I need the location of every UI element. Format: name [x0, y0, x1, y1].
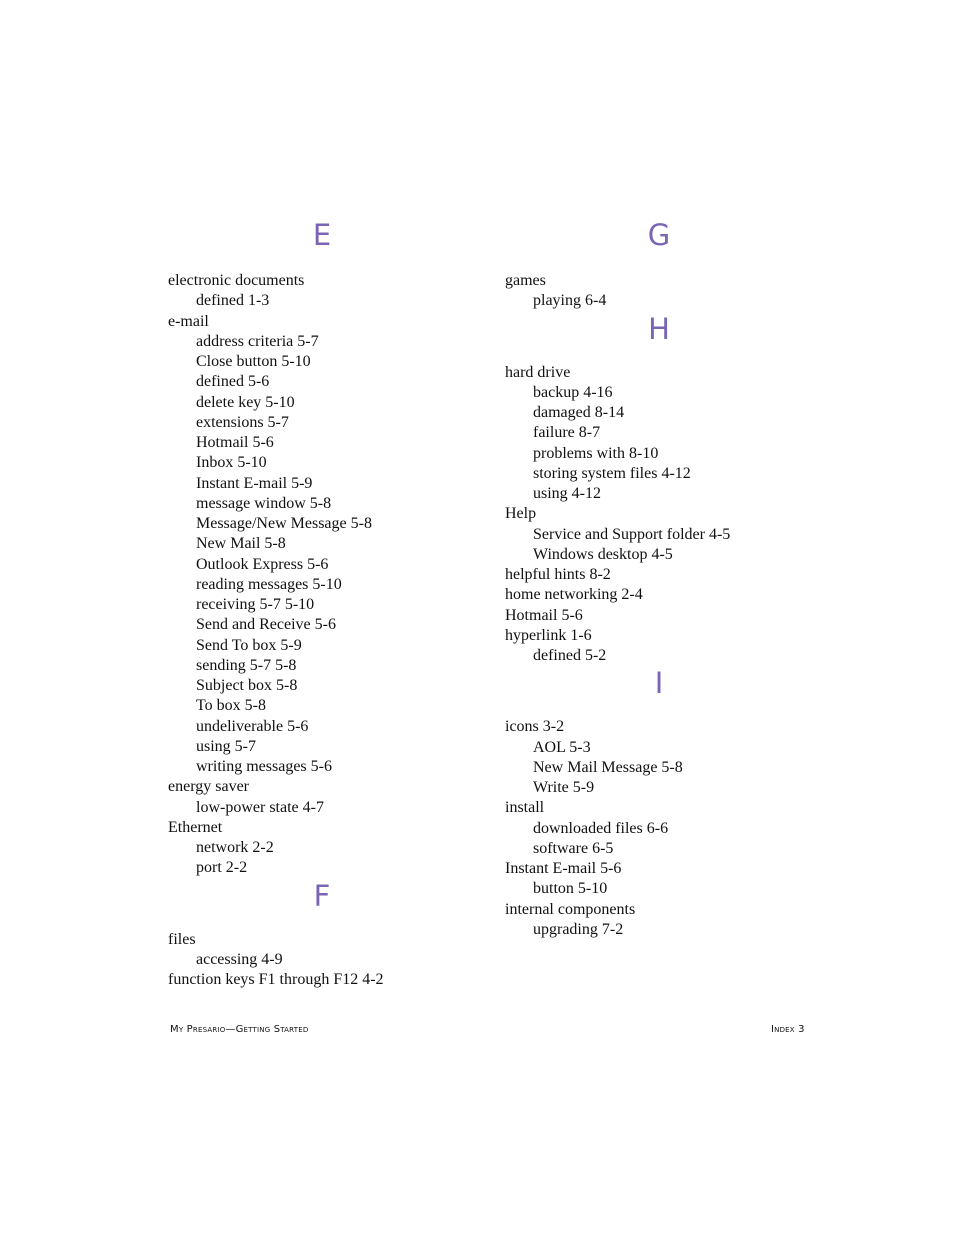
index-entry: files	[168, 930, 196, 948]
index-entry: Instant E-mail 5-6	[505, 860, 622, 877]
index-subentry: message window 5-8	[196, 494, 332, 512]
index-letter-heading: H	[648, 311, 670, 346]
index-subentry: button 5-10	[533, 880, 608, 898]
index-entry: hyperlink 1-6	[505, 626, 592, 644]
index-subentry: Subject box 5-8	[196, 677, 298, 694]
index-subentry: To box 5-8	[196, 697, 266, 715]
index-subentry: Message/New Message 5-8	[196, 515, 372, 532]
index-entry: function keys F1 through F12 4-2	[168, 971, 384, 988]
index-subentry: accessing 4-9	[196, 950, 283, 968]
index-subentry: Hotmail 5-6	[196, 434, 274, 451]
index-subentry: Windows desktop 4-5	[533, 545, 673, 563]
index-entry: hard drive	[505, 363, 571, 381]
index-entry: Hotmail 5-6	[505, 606, 583, 624]
index-subentry: Send and Receive 5-6	[196, 616, 336, 634]
index-subentry: storing system files 4-12	[533, 464, 691, 482]
index-entry: energy saver	[168, 778, 249, 796]
index-subentry: using 4-12	[533, 485, 601, 502]
index-subentry: defined 1-3	[196, 292, 270, 310]
index-subentry: reading messages 5-10	[196, 575, 342, 593]
index-subentry: upgrading 7-2	[533, 920, 624, 938]
index-subentry: backup 4-16	[533, 383, 613, 401]
index-subentry: address criteria 5-7	[196, 332, 319, 350]
index-subentry: Inbox 5-10	[196, 454, 267, 472]
index-entry: helpful hints 8-2	[505, 566, 611, 583]
index-letter-heading: I	[654, 666, 664, 701]
index-subentry: low-power state 4-7	[196, 798, 324, 816]
index-subentry: using 5-7	[196, 737, 256, 755]
index-entry: home networking 2-4	[505, 586, 643, 604]
footer-page-number: Index 3	[771, 1024, 805, 1035]
index-subentry: writing messages 5-6	[196, 758, 332, 775]
index-subentry: Service and Support folder 4-5	[533, 525, 731, 543]
index-entry: electronic documents	[168, 272, 305, 289]
index-subentry: port 2-2	[196, 859, 248, 877]
index-subentry: Outlook Express 5-6	[196, 555, 329, 573]
index-subentry: AOL 5-3	[533, 738, 591, 756]
index-subentry: Write 5-9	[533, 779, 595, 796]
index-subentry: failure 8-7	[533, 424, 601, 442]
index-letter-heading: F	[313, 878, 331, 913]
index-subentry: undeliverable 5-6	[196, 717, 309, 735]
index-subentry: receiving 5-7 5-10	[196, 596, 315, 613]
index-entry: e-mail	[168, 312, 209, 330]
index-subentry: Send To box 5-9	[196, 636, 302, 654]
index-subentry: New Mail Message 5-8	[533, 758, 683, 776]
index-subentry: damaged 8-14	[533, 404, 625, 421]
index-subentry: network 2-2	[196, 839, 274, 856]
index-entry: icons 3-2	[505, 718, 565, 736]
index-letter-heading: G	[647, 218, 671, 252]
index-subentry: New Mail 5-8	[196, 535, 286, 553]
index-subentry: problems with 8-10	[533, 444, 659, 462]
index-entry: internal components	[505, 900, 636, 918]
footer-book-title: My Presario—Getting Started	[170, 1024, 309, 1035]
index-column-right	[505, 212, 815, 940]
index-subentry: downloaded files 6-6	[533, 819, 669, 837]
index-letter-heading: E	[312, 218, 332, 252]
index-subentry: defined 5-2	[533, 647, 607, 664]
index-subentry: Instant E-mail 5-9	[196, 474, 313, 492]
index-entry: Ethernet	[168, 818, 223, 836]
index-subentry: sending 5-7 5-8	[196, 656, 297, 674]
index-entry: Help	[505, 505, 537, 523]
index-column-left	[168, 212, 468, 990]
index-entry: games	[505, 272, 546, 289]
index-subentry: software 6-5	[533, 839, 614, 857]
index-subentry: Close button 5-10	[196, 353, 311, 370]
index-entry: install	[505, 799, 545, 817]
index-subentry: extensions 5-7	[196, 413, 289, 431]
index-subentry: defined 5-6	[196, 373, 270, 391]
index-subentry: delete key 5-10	[196, 393, 295, 411]
index-subentry: playing 6-4	[533, 292, 607, 310]
